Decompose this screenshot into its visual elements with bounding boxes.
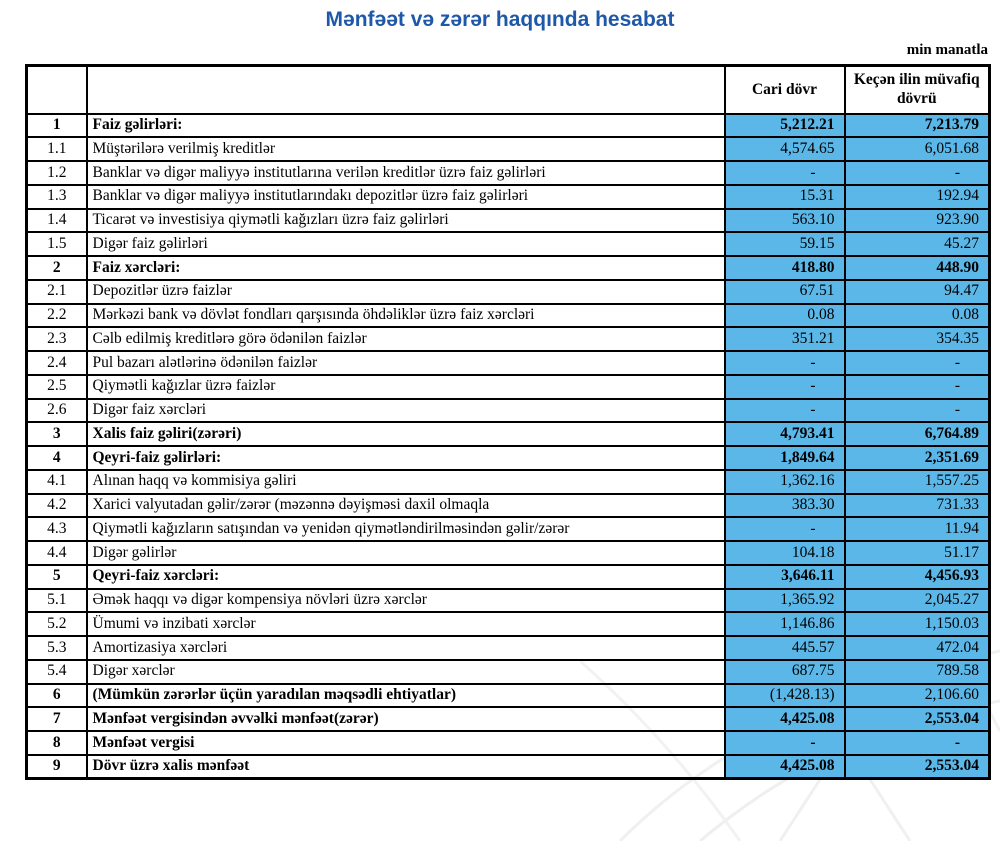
row-number-cell: 9 bbox=[27, 755, 87, 779]
row-label-cell: Əmək haqqı və digər kompensiya növləri üzrə xərclər bbox=[87, 589, 725, 613]
table-row bbox=[27, 209, 990, 233]
row-number-cell: 5.2 bbox=[27, 612, 87, 636]
previous-value-cell: 4,456.93 bbox=[845, 565, 990, 589]
current-value-cell: 15.31 bbox=[725, 185, 845, 209]
table-row bbox=[27, 256, 990, 280]
table-row bbox=[27, 470, 990, 494]
row-label-cell: Digər xərclər bbox=[87, 660, 725, 684]
current-value-cell: - bbox=[725, 351, 845, 375]
table-row bbox=[27, 185, 990, 209]
table-row bbox=[27, 565, 990, 589]
table-row bbox=[27, 755, 990, 779]
row-number-cell: 3 bbox=[27, 422, 87, 446]
row-number-cell: 1.1 bbox=[27, 137, 87, 161]
current-value-cell: - bbox=[725, 375, 845, 399]
page-title: Mənfəət və zərər haqqında hesabat bbox=[325, 8, 675, 31]
previous-value-cell: 2,045.27 bbox=[845, 589, 990, 613]
row-label-cell: (Mümkün zərərlər üçün yaradılan məqsədli ehtiyatlar) bbox=[87, 684, 725, 708]
previous-value-cell: 0.08 bbox=[845, 304, 990, 328]
table-row bbox=[27, 137, 990, 161]
row-number-cell: 7 bbox=[27, 707, 87, 731]
table-row bbox=[27, 114, 990, 138]
table-row bbox=[27, 327, 990, 351]
row-number-cell: 5 bbox=[27, 565, 87, 589]
row-label-cell: Xarici valyutadan gəlir/zərər (məzənnə dəyişməsi daxil olmaqla bbox=[87, 494, 725, 518]
current-value-cell: 4,425.08 bbox=[725, 707, 845, 731]
row-number-cell: 1.5 bbox=[27, 232, 87, 256]
previous-value-cell: 1,557.25 bbox=[845, 470, 990, 494]
row-label-cell: Amortizasiya xərcləri bbox=[87, 636, 725, 660]
row-number-cell: 4 bbox=[27, 446, 87, 470]
row-label-cell: Banklar və digər maliyyə institutlarındakı depozitlər üzrə faiz gəlirləri bbox=[87, 185, 725, 209]
header-cell-description bbox=[87, 66, 725, 114]
row-label-cell: Banklar və digər maliyyə institutlarına verilən kreditlər üzrə faiz gəlirləri bbox=[87, 161, 725, 185]
row-number-cell: 1.4 bbox=[27, 209, 87, 233]
row-label-cell: Mənfəət vergisindən əvvəlki mənfəət(zərər) bbox=[87, 707, 725, 731]
row-number-cell: 2.2 bbox=[27, 304, 87, 328]
row-label-cell: Mərkəzi bank və dövlət fondları qarşısında öhdəliklər üzrə faiz xərcləri bbox=[87, 304, 725, 328]
row-number-cell: 2.4 bbox=[27, 351, 87, 375]
previous-value-cell: 2,106.60 bbox=[845, 684, 990, 708]
row-label-cell: Mənfəət vergisi bbox=[87, 731, 725, 755]
header-cell-current-period: Cari dövr bbox=[725, 66, 845, 114]
table-row bbox=[27, 494, 990, 518]
previous-value-cell: - bbox=[845, 399, 990, 423]
table-header-row bbox=[27, 66, 990, 114]
row-number-cell: 2.5 bbox=[27, 375, 87, 399]
previous-value-cell: 7,213.79 bbox=[845, 114, 990, 138]
row-number-cell: 8 bbox=[27, 731, 87, 755]
previous-value-cell: 2,553.04 bbox=[845, 707, 990, 731]
table-row bbox=[27, 375, 990, 399]
row-label-cell: Dövr üzrə xalis mənfəət bbox=[87, 755, 725, 779]
previous-value-cell: - bbox=[845, 731, 990, 755]
table-row bbox=[27, 589, 990, 613]
current-value-cell: - bbox=[725, 731, 845, 755]
row-number-cell: 6 bbox=[27, 684, 87, 708]
current-value-cell: 67.51 bbox=[725, 280, 845, 304]
row-label-cell: Digər faiz xərcləri bbox=[87, 399, 725, 423]
current-value-cell: 3,646.11 bbox=[725, 565, 845, 589]
row-number-cell: 2 bbox=[27, 256, 87, 280]
row-label-cell: Digər gəlirlər bbox=[87, 541, 725, 565]
row-label-cell: Cəlb edilmiş kreditlərə görə ödənilən faizlər bbox=[87, 327, 725, 351]
row-label-cell: Alınan haqq və kommisiya gəliri bbox=[87, 470, 725, 494]
row-label-cell: Müştərilərə verilmiş kreditlər bbox=[87, 137, 725, 161]
previous-value-cell: 472.04 bbox=[845, 636, 990, 660]
previous-value-cell: 6,051.68 bbox=[845, 137, 990, 161]
current-value-cell: 383.30 bbox=[725, 494, 845, 518]
current-value-cell: 1,849.64 bbox=[725, 446, 845, 470]
row-number-cell: 1.2 bbox=[27, 161, 87, 185]
previous-value-cell: 448.90 bbox=[845, 256, 990, 280]
current-value-cell: - bbox=[725, 517, 845, 541]
row-number-cell: 4.3 bbox=[27, 517, 87, 541]
current-value-cell: 104.18 bbox=[725, 541, 845, 565]
previous-value-cell: 923.90 bbox=[845, 209, 990, 233]
current-value-cell: 351.21 bbox=[725, 327, 845, 351]
row-number-cell: 2.6 bbox=[27, 399, 87, 423]
current-value-cell: - bbox=[725, 399, 845, 423]
previous-value-cell: 11.94 bbox=[845, 517, 990, 541]
row-label-cell: Xalis faiz gəliri(zərəri) bbox=[87, 422, 725, 446]
table-row bbox=[27, 707, 990, 731]
previous-value-cell: 2,553.04 bbox=[845, 755, 990, 779]
table-row bbox=[27, 684, 990, 708]
row-label-cell: Pul bazarı alətlərinə ödənilən faizlər bbox=[87, 351, 725, 375]
previous-value-cell: 51.17 bbox=[845, 541, 990, 565]
table-row bbox=[27, 161, 990, 185]
previous-value-cell: - bbox=[845, 161, 990, 185]
previous-value-cell: - bbox=[845, 351, 990, 375]
row-number-cell: 4.1 bbox=[27, 470, 87, 494]
current-value-cell: 4,793.41 bbox=[725, 422, 845, 446]
previous-value-cell: 94.47 bbox=[845, 280, 990, 304]
current-value-cell: 0.08 bbox=[725, 304, 845, 328]
row-label-cell: Digər faiz gəlirləri bbox=[87, 232, 725, 256]
unit-note: min manatla bbox=[906, 42, 988, 58]
current-value-cell: 4,425.08 bbox=[725, 755, 845, 779]
current-value-cell: 563.10 bbox=[725, 209, 845, 233]
table-row bbox=[27, 541, 990, 565]
previous-value-cell: 789.58 bbox=[845, 660, 990, 684]
previous-value-cell: 1,150.03 bbox=[845, 612, 990, 636]
previous-value-cell: 45.27 bbox=[845, 232, 990, 256]
row-number-cell: 4.4 bbox=[27, 541, 87, 565]
row-label-cell: Qiymətli kağızların satışından və yenidən qiymətləndirilməsindən gəlir/zərər bbox=[87, 517, 725, 541]
row-number-cell: 1 bbox=[27, 114, 87, 138]
table-row bbox=[27, 517, 990, 541]
current-value-cell: 418.80 bbox=[725, 256, 845, 280]
current-value-cell: 4,574.65 bbox=[725, 137, 845, 161]
current-value-cell: 59.15 bbox=[725, 232, 845, 256]
header-cell-number bbox=[27, 66, 87, 114]
current-value-cell: - bbox=[725, 161, 845, 185]
previous-value-cell: 354.35 bbox=[845, 327, 990, 351]
table-row bbox=[27, 304, 990, 328]
current-value-cell: 5,212.21 bbox=[725, 114, 845, 138]
previous-value-cell: 6,764.89 bbox=[845, 422, 990, 446]
previous-value-cell: 192.94 bbox=[845, 185, 990, 209]
row-label-cell: Qiymətli kağızlar üzrə faizlər bbox=[87, 375, 725, 399]
table-row bbox=[27, 422, 990, 446]
current-value-cell: 687.75 bbox=[725, 660, 845, 684]
row-label-cell: Faiz xərcləri: bbox=[87, 256, 725, 280]
table-row bbox=[27, 446, 990, 470]
table-row bbox=[27, 612, 990, 636]
current-value-cell: 445.57 bbox=[725, 636, 845, 660]
row-label-cell: Depozitlər üzrə faizlər bbox=[87, 280, 725, 304]
current-value-cell: 1,365.92 bbox=[725, 589, 845, 613]
row-number-cell: 5.1 bbox=[27, 589, 87, 613]
table-row bbox=[27, 731, 990, 755]
row-label-cell: Faiz gəlirləri: bbox=[87, 114, 725, 138]
row-label-cell: Ticarət və investisiya qiymətli kağızları üzrə faiz gəlirləri bbox=[87, 209, 725, 233]
current-value-cell: 1,362.16 bbox=[725, 470, 845, 494]
previous-value-cell: - bbox=[845, 375, 990, 399]
previous-value-cell: 2,351.69 bbox=[845, 446, 990, 470]
row-number-cell: 1.3 bbox=[27, 185, 87, 209]
table-row bbox=[27, 280, 990, 304]
row-number-cell: 5.3 bbox=[27, 636, 87, 660]
current-value-cell: (1,428.13) bbox=[725, 684, 845, 708]
row-number-cell: 4.2 bbox=[27, 494, 87, 518]
current-value-cell: 1,146.86 bbox=[725, 612, 845, 636]
row-number-cell: 5.4 bbox=[27, 660, 87, 684]
profit-loss-table bbox=[25, 64, 991, 780]
row-label-cell: Ümumi və inzibati xərclər bbox=[87, 612, 725, 636]
header-cell-previous-period: Keçən ilin müvafiq dövrü bbox=[845, 66, 990, 114]
table-row bbox=[27, 351, 990, 375]
table-row bbox=[27, 232, 990, 256]
row-label-cell: Qeyri-faiz gəlirləri: bbox=[87, 446, 725, 470]
previous-value-cell: 731.33 bbox=[845, 494, 990, 518]
row-number-cell: 2.1 bbox=[27, 280, 87, 304]
row-label-cell: Qeyri-faiz xərcləri: bbox=[87, 565, 725, 589]
table-row bbox=[27, 660, 990, 684]
table-row bbox=[27, 636, 990, 660]
row-number-cell: 2.3 bbox=[27, 327, 87, 351]
table-row bbox=[27, 399, 990, 423]
